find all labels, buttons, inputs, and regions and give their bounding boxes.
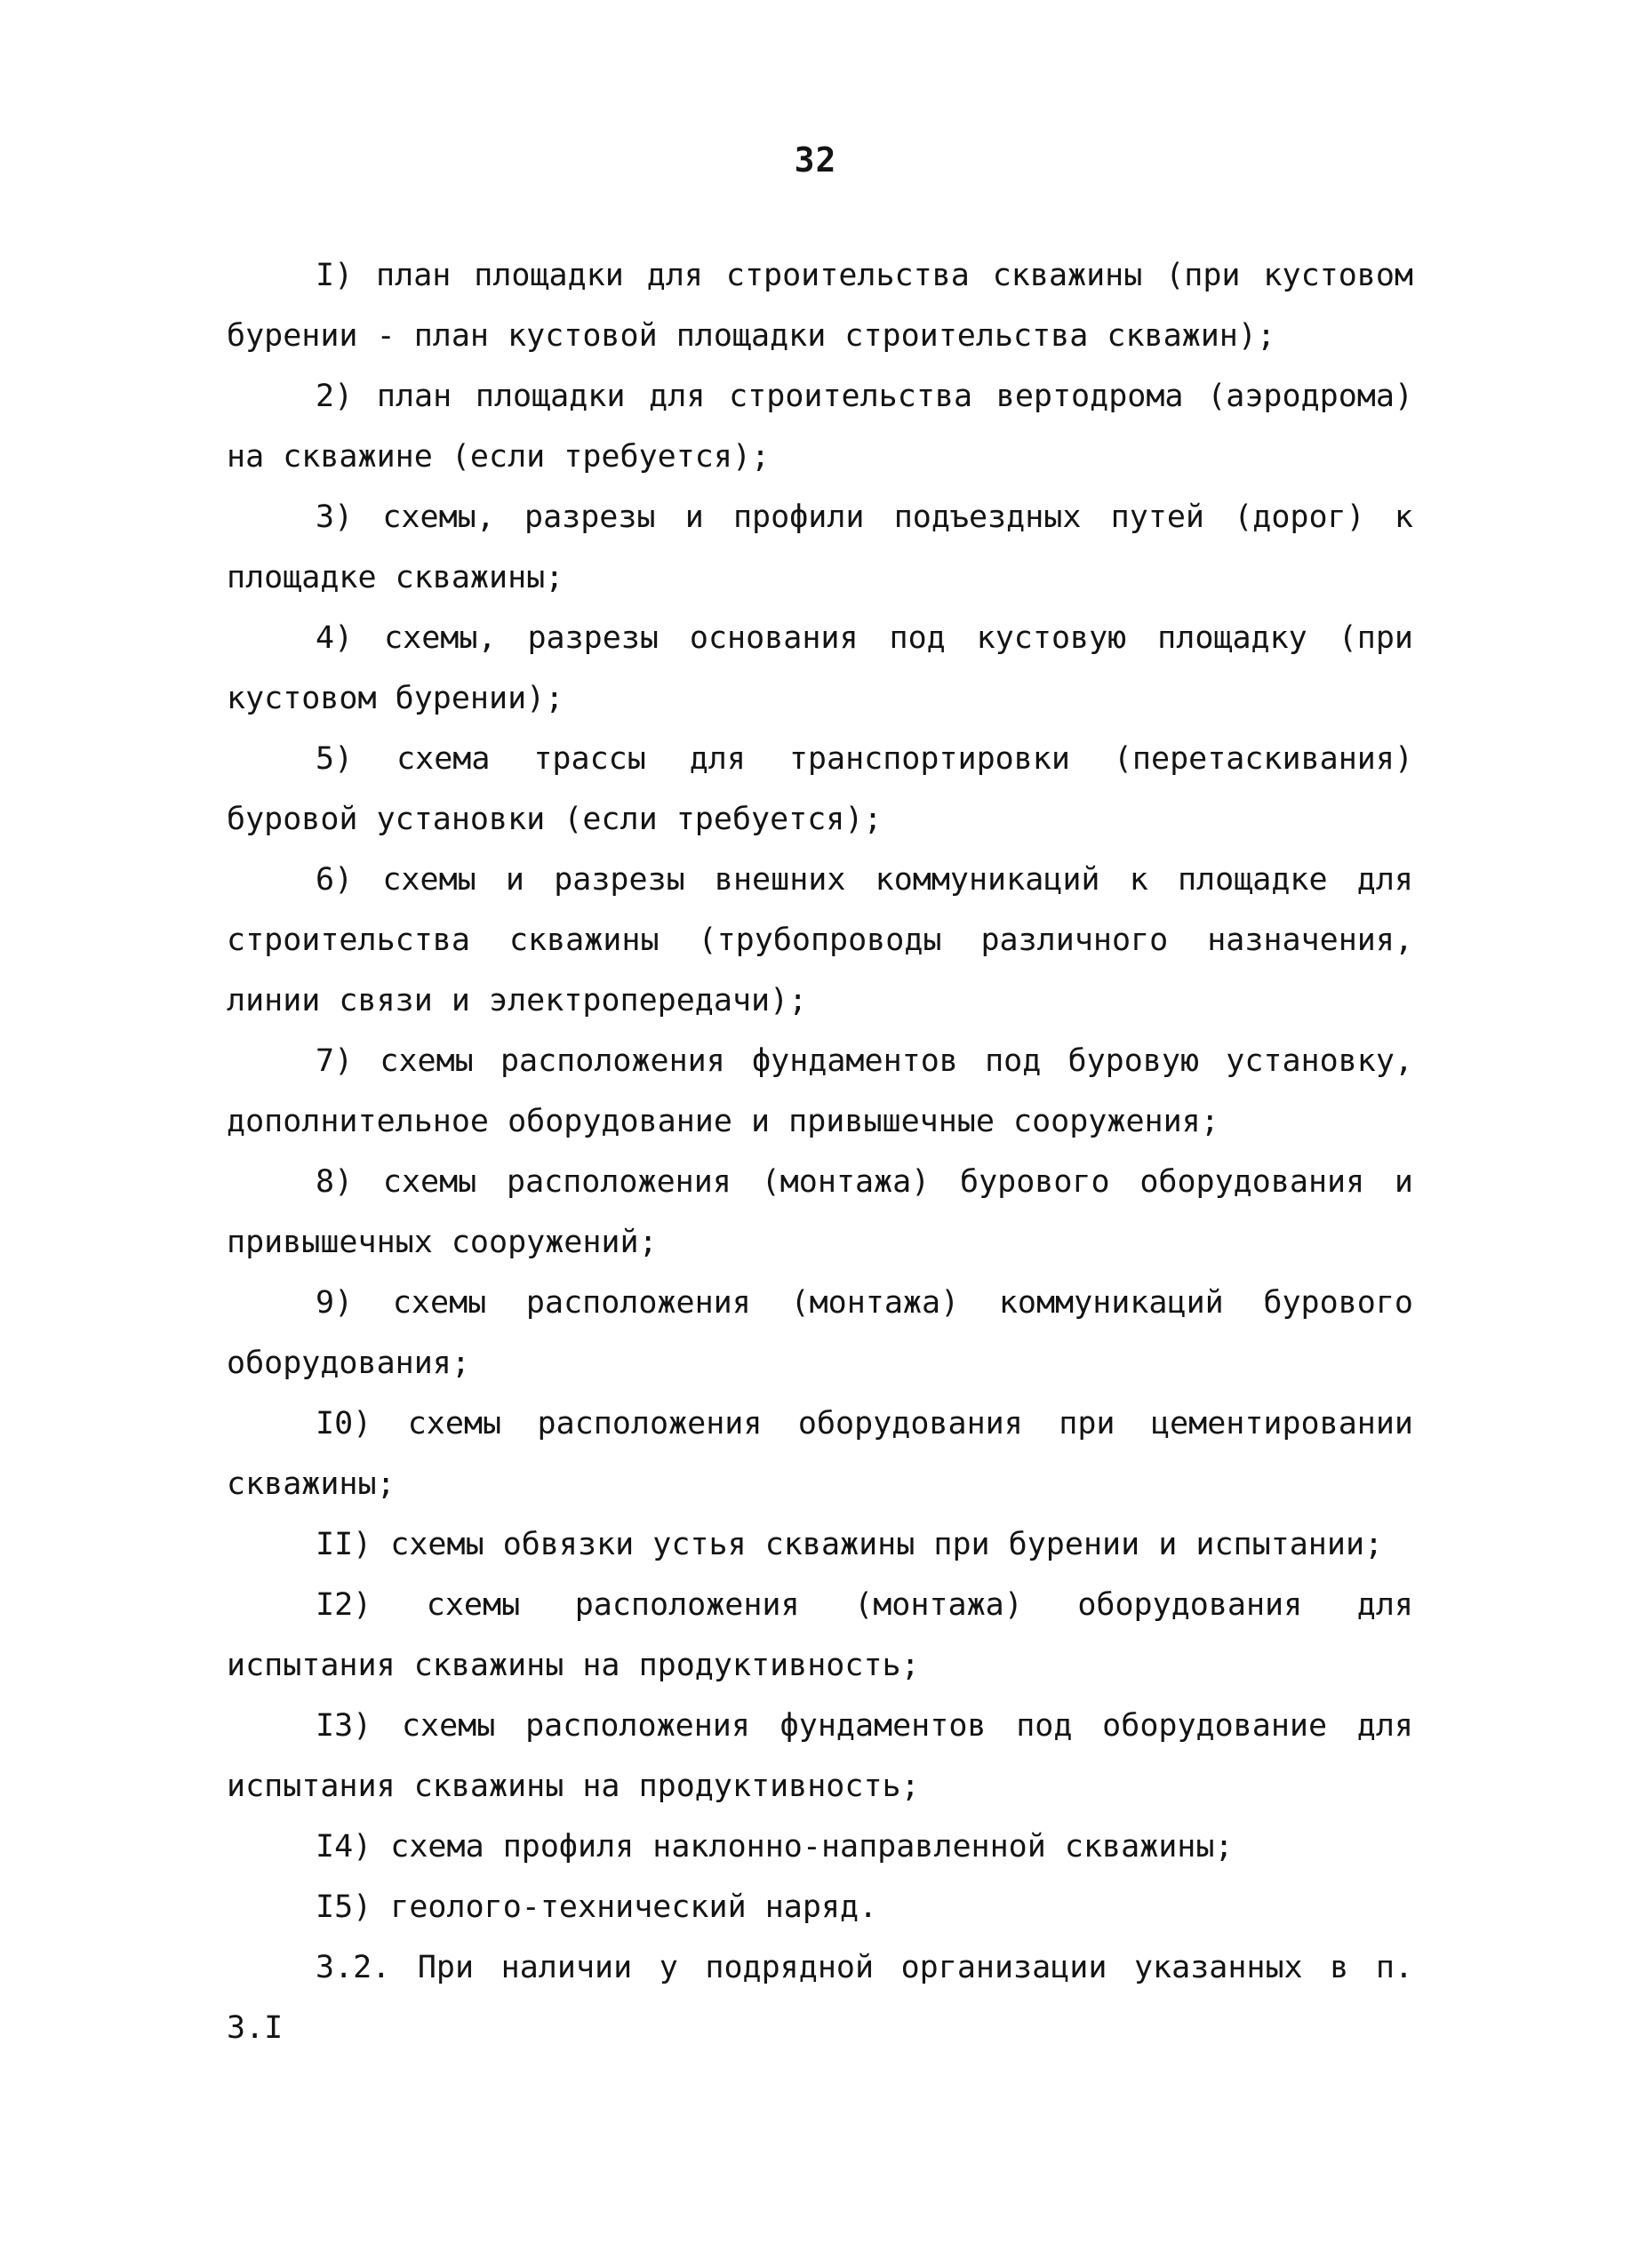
list-item: I4) схема профиля наклонно-направленной скважины; bbox=[316, 1829, 1234, 1865]
list-item: I0) схемы расположения оборудования при цементировании скважины; bbox=[227, 1406, 1413, 1502]
list-item: I3) схемы расположения фундаментов под оборудование для испытания скважины на продуктивность; bbox=[227, 1708, 1413, 1804]
list-item: 3) схемы, разрезы и профили подъездных путей (дорог) к площадке скважины; bbox=[227, 499, 1413, 595]
list-item: 7) схемы расположения фундаментов под буровую установку, дополнительное оборудование и привышечные сооружения; bbox=[227, 1043, 1413, 1139]
list-item: 8) схемы расположения (монтажа) бурового оборудования и привышечных сооружений; bbox=[227, 1164, 1413, 1260]
list-item: 5) схема трассы для транспортировки (перетаскивания) буровой установки (если требуется); bbox=[227, 741, 1413, 837]
list-item: I5) геолого-технический наряд. bbox=[316, 1889, 878, 1925]
list-item: 2) план площадки для строительства вертодрома (аэродрома) на скважине (если требуется); bbox=[227, 379, 1413, 475]
list-item: I2) схемы расположения (монтажа) оборудования для испытания скважины на продуктивность; bbox=[227, 1587, 1413, 1683]
list-item: I) план площадки для строительства скважины (при кустовом бурении - план кустовой площадки строительства скважин); bbox=[227, 258, 1413, 354]
page-number: 32 bbox=[794, 140, 837, 180]
document-body bbox=[227, 245, 1413, 2058]
list-item: II) схемы обвязки устья скважины при бурении и испытании; bbox=[316, 1527, 1384, 1562]
list-item: 4) схемы, разрезы основания под кустовую площадку (при кустовом бурении); bbox=[227, 620, 1413, 716]
section-paragraph: 3.2. При наличии у подрядной организации указанных в п. 3.I bbox=[227, 1950, 1413, 2046]
list-item: 6) схемы и разрезы внешних коммуникаций к площадке для строительства скважины (трубопроводы различного назначения, линии связи и электропередачи); bbox=[227, 862, 1413, 1018]
list-item: 9) схемы расположения (монтажа) коммуникаций бурового оборудования; bbox=[227, 1285, 1413, 1381]
